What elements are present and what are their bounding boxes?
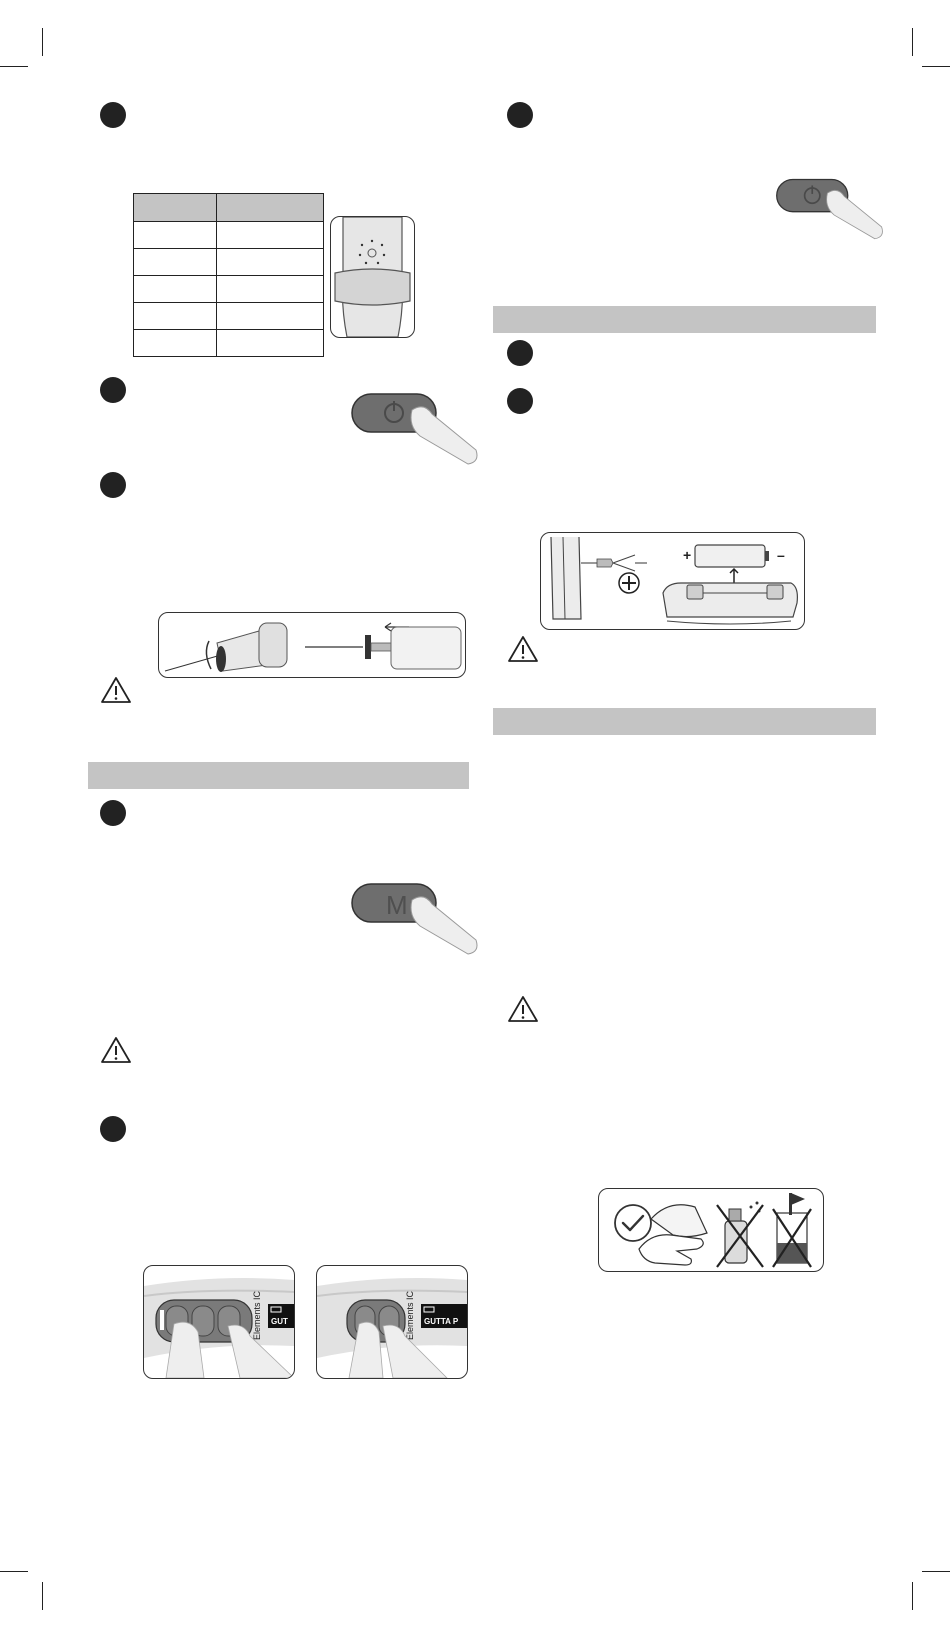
section-header-bar — [88, 762, 469, 789]
warning-icon — [507, 995, 539, 1023]
two-button-illustration-left — [144, 1266, 294, 1378]
warning-icon — [100, 1036, 132, 1064]
step-bullet — [507, 340, 533, 366]
step-bullet — [100, 800, 126, 826]
brand-vertical-text: Elements IC — [252, 1290, 262, 1340]
check-circle-icon — [615, 1205, 651, 1241]
two-button-press-figure-left — [143, 1265, 295, 1379]
battery-illustration — [541, 533, 804, 629]
mode-button-press-figure — [350, 880, 480, 960]
crop-mark — [42, 28, 43, 56]
file-insertion-figure — [158, 612, 466, 678]
battery-minus: – — [777, 547, 785, 563]
battery-plus: + — [683, 547, 692, 563]
cleaning-symbols-illustration — [599, 1189, 823, 1271]
power-button-press-figure — [775, 170, 885, 250]
step-bullet — [507, 102, 533, 128]
step-bullet — [100, 472, 126, 498]
crop-mark — [42, 1582, 43, 1610]
section-header-bar — [493, 708, 876, 735]
file-insertion-illustration — [159, 613, 465, 677]
crop-mark — [912, 28, 913, 56]
power-button-press-figure — [350, 390, 480, 470]
handpiece-led-illustration — [331, 217, 414, 337]
display-text: GUT — [271, 1317, 288, 1326]
step-bullet — [100, 102, 126, 128]
crop-mark — [922, 1571, 950, 1572]
mode-button-label: M — [386, 890, 408, 920]
warning-icon — [507, 635, 539, 663]
screwdriver-icon — [619, 573, 639, 593]
warning-icon — [100, 676, 132, 704]
two-button-press-figure-right — [316, 1265, 468, 1379]
settings-table — [133, 193, 324, 357]
crop-mark — [0, 1571, 28, 1572]
battery-replacement-figure — [540, 532, 805, 630]
section-header-bar — [493, 306, 876, 333]
cleaning-symbols-figure — [598, 1188, 824, 1272]
step-bullet — [100, 1116, 126, 1142]
step-bullet — [100, 377, 126, 403]
step-bullet — [507, 388, 533, 414]
crop-mark — [0, 66, 28, 67]
display-text: GUTTA P — [424, 1317, 459, 1326]
no-spray-icon — [717, 1202, 763, 1268]
brand-vertical-text: Elements IC — [405, 1290, 415, 1340]
crop-mark — [922, 66, 950, 67]
crop-mark — [912, 1582, 913, 1610]
handpiece-led-figure — [330, 216, 415, 338]
no-immersion-icon — [773, 1193, 811, 1267]
two-button-illustration-right — [317, 1266, 467, 1378]
